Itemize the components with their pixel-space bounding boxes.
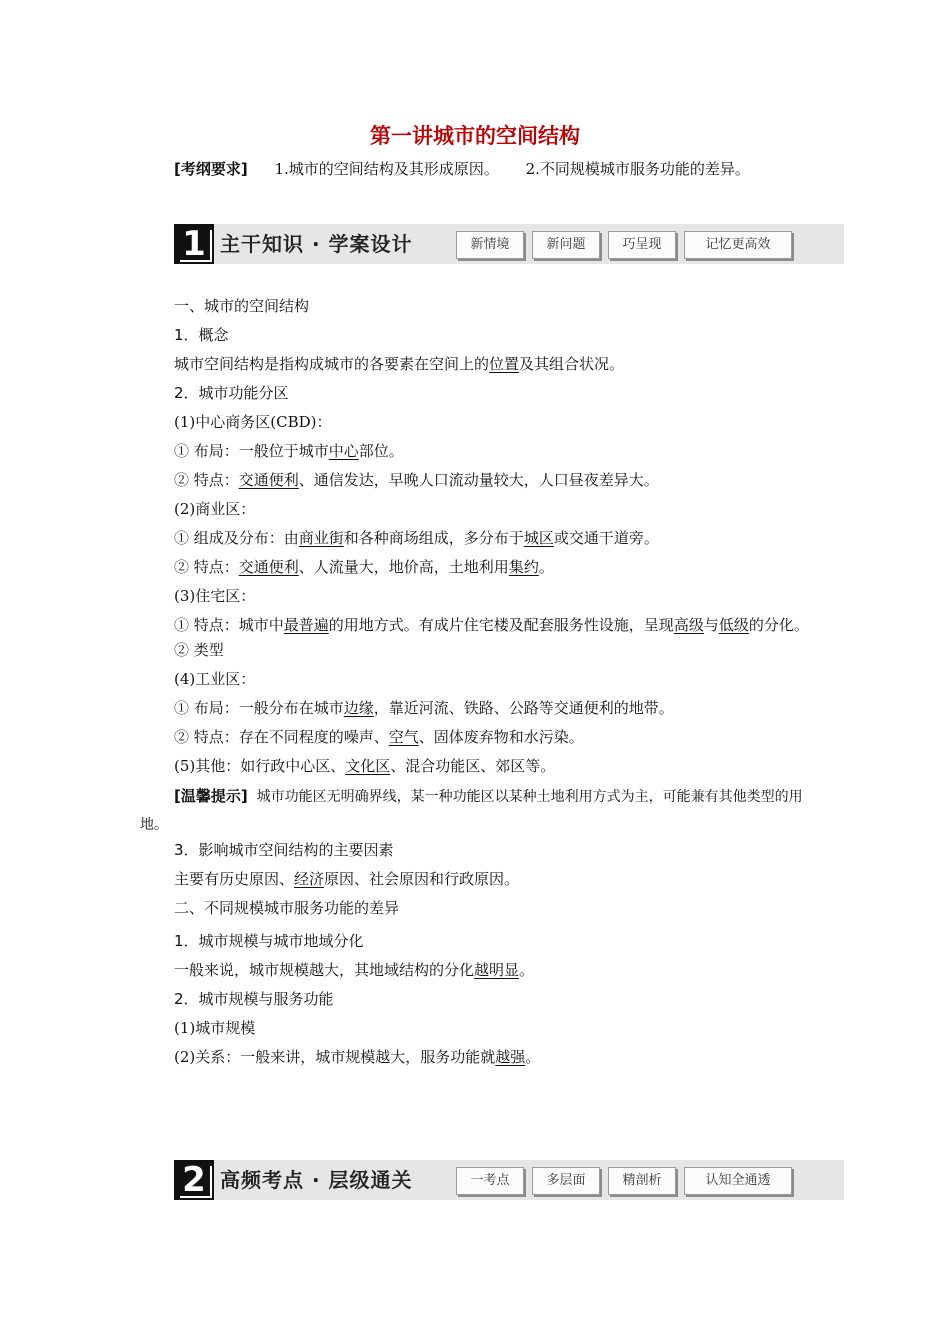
page-title: 第一讲城市的空间结构 <box>370 124 580 148</box>
tip-text: 城市功能区无明确界线，某一种功能区以某种土地利用方式为主，可能兼有其他类型的用地。 <box>140 789 803 833</box>
heading-factors: 3．影响城市空间结构的主要因素 <box>174 841 394 859</box>
item-city-scale: (1)城市规模 <box>174 1019 256 1037</box>
banner-number-1: 1 <box>174 224 214 264</box>
heading-concept: 1．概念 <box>174 326 229 344</box>
section-heading-1: 一、城市的空间结构 <box>174 297 310 315</box>
industrial-feature: ② 特点：存在不同程度的噪声、空气、固体废弃物和水污染。 <box>174 728 584 746</box>
item-commercial: (2)商业区： <box>174 500 256 518</box>
main-content <box>140 296 810 1076</box>
banner-tag-2-3: 精剖析 <box>608 1167 676 1195</box>
tip-note <box>140 782 810 839</box>
residential-feature: ① 特点：城市中最普遍的用地方式。有成片住宅楼及配套服务性设施，呈现高级与低级的分化。 <box>174 616 809 634</box>
para-factors: 主要有历史原因、经济原因、社会原因和行政原因。 <box>174 870 520 888</box>
heading-scale-differentiation: 1．城市规模与城市地域分化 <box>174 932 364 950</box>
exam-requirement <box>174 158 750 179</box>
requirement-label: [考纲要求] <box>174 160 248 178</box>
commercial-composition: ① 组成及分布：由商业街和各种商场组成，多分布于城区或交通干道旁。 <box>174 529 659 547</box>
section-banner-1 <box>174 224 844 264</box>
banner-tag-1-2: 新问题 <box>532 231 600 259</box>
industrial-layout: ① 布局：一般分布在城市边缘，靠近河流、铁路、公路等交通便利的地带。 <box>174 699 674 717</box>
banner-tag-2-4: 认知全通透 <box>684 1167 792 1195</box>
banner-tag-1-1: 新情境 <box>456 231 524 259</box>
section-heading-2: 二、不同规模城市服务功能的差异 <box>174 899 400 917</box>
requirement-item-2: 2.不同规模城市服务功能的差异。 <box>525 160 750 178</box>
cbd-layout: ① 布局：一般位于城市中心部位。 <box>174 442 404 460</box>
cbd-feature: ② 特点：交通便利、通信发达，早晚人口流动量较大，人口昼夜差异大。 <box>174 471 659 489</box>
banner-number-2: 2 <box>174 1160 214 1200</box>
para-scale-differentiation: 一般来说，城市规模越大，其地域结构的分化越明显。 <box>174 961 535 979</box>
item-industrial: (4)工业区： <box>174 670 256 688</box>
banner-tag-1-4: 记忆更高效 <box>684 231 792 259</box>
item-other: (5)其他：如行政中心区、文化区、混合功能区、郊区等。 <box>174 757 556 775</box>
heading-scale-service: 2．城市规模与服务功能 <box>174 990 334 1008</box>
requirement-item-1: 1.城市的空间结构及其形成原因。 <box>274 160 499 178</box>
banner-title-1: 主干知识 · 学案设计 <box>220 232 413 256</box>
item-cbd: (1)中心商务区(CBD)： <box>174 413 332 431</box>
tip-label: [温馨提示] <box>174 787 248 805</box>
section-banner-2 <box>174 1160 844 1200</box>
banner-tag-1-3: 巧呈现 <box>608 231 676 259</box>
banner-tag-2-2: 多层面 <box>532 1167 600 1195</box>
banner-title-2: 高频考点 · 层级通关 <box>220 1168 413 1192</box>
item-residential: (3)住宅区： <box>174 587 256 605</box>
commercial-feature: ② 特点：交通便利、人流量大，地价高，土地利用集约。 <box>174 558 554 576</box>
para-concept: 城市空间结构是指构成城市的各要素在空间上的位置及其组合状况。 <box>174 355 625 373</box>
item-relation: (2)关系：一般来讲，城市规模越大，服务功能就越强。 <box>174 1048 541 1066</box>
banner-tag-2-1: 一考点 <box>456 1167 524 1195</box>
heading-function-zones: 2．城市功能分区 <box>174 384 289 402</box>
residential-type: ② 类型 <box>174 641 224 659</box>
